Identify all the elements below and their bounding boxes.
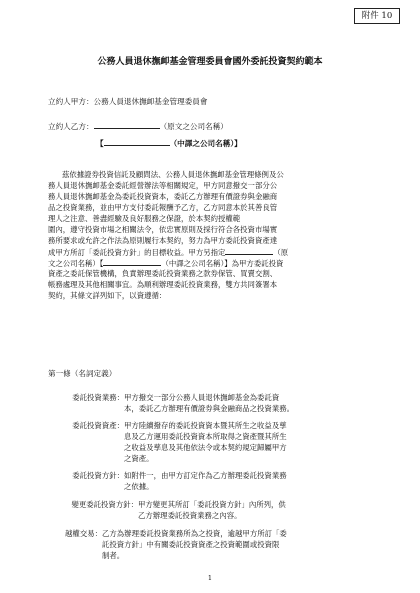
- contract-title: 公務人員退休撫卹基金管理委員會國外委託投資契約範本: [97, 57, 323, 67]
- definition-term: 越權交易：: [65, 529, 102, 538]
- definition-line: 之依據。: [124, 482, 154, 491]
- preamble-line: 務人員退休撫卹基金委託經營辦法等相關規定，甲方同意撥交一部分公: [48, 181, 278, 190]
- definition-line: 之資產。: [124, 454, 154, 463]
- preamble-line: 茲依據證券投資信託及顧問法、公務人員退休撫卹基金管理條例及公: [62, 170, 284, 179]
- party-b-label: 立約人乙方：: [48, 122, 94, 131]
- preamble-line: [48, 257, 374, 268]
- party-b-name-blank: [94, 120, 160, 129]
- preamble-line: 品之投資業務，並由甲方支付委託報酬予乙方，乙方同意本於其善良管: [48, 203, 278, 212]
- preamble-note: （中譯之公司名稱）】為甲方委託投資: [161, 259, 284, 268]
- preamble-line: 資產之委託保管機構，負責辦理委託投資業務之款券保管、買賣交割、: [48, 269, 278, 278]
- definition-line: 乙方辦理委託投資業務之內容。: [138, 511, 242, 520]
- definition-line: 乙方為辦理委託投資業務所為之投資，逾越甲方所訂「委: [102, 529, 287, 538]
- definition-line: 甲方撥交一部分公務人員退休撫卹基金為委託資: [124, 393, 280, 402]
- preamble-line: 契約，其條文詳列如下，以資遵循：: [48, 291, 167, 300]
- page-number: 1: [207, 574, 213, 582]
- definition-line: 制者。: [102, 551, 125, 560]
- definition-line: 甲方陸續撥存的委託投資資本暨其所生之收益及孳: [124, 421, 287, 430]
- definition-line: 之收益及孳息及其他依法令或本契約規定歸屬甲方: [124, 443, 287, 452]
- preamble-line: 理人之注意、善盡經驗及良好服務之保證，於本契約授權範: [48, 214, 241, 223]
- party-b-cn-blank: [104, 137, 170, 146]
- preamble-line: 務所要求或允許之作法為原則履行本契約，努力為甲方委託投資資產達: [48, 236, 278, 245]
- party-b-cn-note: （中譯之公司名稱）】: [169, 139, 242, 148]
- attachment-label: 附件 10: [354, 8, 400, 24]
- definition-line: 本，委託乙方辦理有價證券與金融商品之投資業務。: [124, 404, 294, 413]
- definition-body: [124, 392, 294, 414]
- preamble-note: （原: [273, 248, 289, 257]
- definition-term: 委託投資資產：: [72, 421, 124, 430]
- definition-body: [138, 499, 286, 521]
- preamble-line: 圍內，遵守投資市場之相關法令，依忠實原則及採行符合各投資市場實: [48, 225, 278, 234]
- definition-term: 變更委託投資方針：: [71, 500, 138, 509]
- custodian-name-blank: [225, 246, 273, 255]
- definition-term: 委託投資方針：: [72, 471, 124, 480]
- definition-line: 如附件一，由甲方訂定作為乙方辦理委託投資業務: [124, 471, 287, 480]
- preamble-line: 務人員退休撫卹基金為委託投資資本，委託乙方辦理有價證券與金融商: [48, 192, 278, 201]
- definition-line: 甲方變更其所訂「委託投資方針」內所列，供: [138, 500, 286, 509]
- party-b-line: [48, 120, 228, 132]
- party-b-note: （原文之公司名稱）: [159, 122, 228, 131]
- party-b-bracket: 【: [96, 139, 104, 148]
- definition-line: 託投資方針」中有關委託投資資產之投資範圍或投資限: [102, 540, 280, 549]
- preamble-paragraph: [48, 169, 374, 301]
- custodian-cn-blank: [103, 257, 161, 266]
- preamble-text: 成甲方所訂「委託投資方針」的目標收益。甲方另指定: [48, 248, 226, 257]
- preamble-line: 帳務處理及其他相關事宜。為順利辦理委託投資業務，雙方共同簽署本: [48, 280, 278, 289]
- definition-term: 委託投資業務：: [72, 393, 124, 402]
- definition-line: 息及乙方運用委託投資資本所取得之資產暨其所生: [124, 432, 287, 441]
- preamble-line: [48, 246, 374, 257]
- definition-body: [124, 470, 287, 492]
- preamble-text: 文之公司名稱）【: [48, 259, 104, 268]
- party-b-cn-line: [96, 137, 242, 149]
- article-heading: 第一條（名詞定義）: [48, 369, 117, 378]
- party-a-line: 立約人甲方：公務人員退休撫卹基金管理委員會: [48, 97, 208, 106]
- definition-body: [102, 528, 287, 561]
- definition-body: [124, 420, 287, 464]
